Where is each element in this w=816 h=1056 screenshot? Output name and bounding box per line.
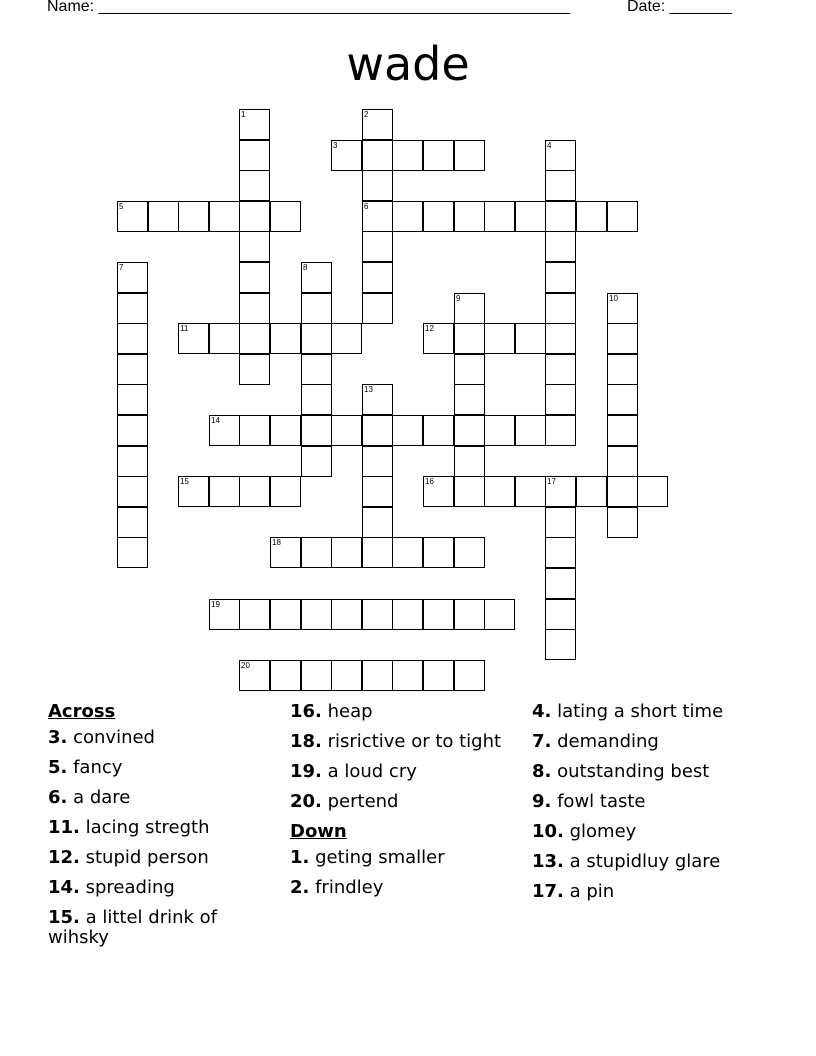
clue-down-2 (290, 878, 520, 898)
grid-cell[interactable] (484, 476, 515, 507)
grid-cell[interactable] (515, 201, 546, 232)
grid-cell[interactable] (301, 262, 332, 293)
grid-cell[interactable] (392, 415, 423, 446)
clue-across-19 (290, 762, 520, 782)
grid-cell[interactable] (209, 476, 240, 507)
grid-cell[interactable] (178, 476, 209, 507)
grid-cell[interactable] (545, 201, 576, 232)
grid-cell[interactable] (454, 446, 485, 477)
grid-cell[interactable] (209, 415, 240, 446)
cell-number: 9 (456, 294, 461, 303)
grid-cell[interactable] (331, 599, 362, 630)
cell-number: 3 (333, 141, 338, 150)
grid-cell[interactable] (576, 476, 607, 507)
clue-number: 7. (532, 731, 552, 752)
clue-text: spreading (79, 877, 175, 898)
clue-text: risrictive or to tight (321, 731, 502, 752)
clue-number: 3. (48, 727, 68, 748)
clue-number: 5. (48, 757, 68, 778)
grid-cell[interactable] (545, 354, 576, 385)
grid-cell[interactable] (454, 323, 485, 354)
clue-text: lating a short time (551, 701, 724, 722)
grid-cell[interactable] (484, 599, 515, 630)
grid-cell[interactable] (331, 660, 362, 691)
clue-text: a littel drink of wihsky (48, 907, 218, 948)
clue-text: a stupidluy glare (563, 851, 721, 872)
clue-number: 15. (48, 907, 80, 928)
grid-cell[interactable] (515, 323, 546, 354)
grid-cell[interactable] (239, 170, 270, 201)
grid-cell[interactable] (545, 323, 576, 354)
grid-cell[interactable] (270, 660, 301, 691)
grid-cell[interactable] (392, 201, 423, 232)
clue-down-8 (532, 762, 752, 782)
clue-across-20 (290, 792, 520, 812)
grid-cell[interactable] (331, 415, 362, 446)
clue-across-11 (48, 818, 278, 838)
name-field-label: Name: _____________________________________________________ (47, 0, 571, 15)
grid-cell[interactable] (392, 140, 423, 171)
clue-down-13 (532, 852, 752, 872)
clue-number: 19. (290, 761, 322, 782)
grid-cell[interactable] (209, 599, 240, 630)
grid-cell[interactable] (270, 415, 301, 446)
grid-cell[interactable] (454, 476, 485, 507)
grid-cell[interactable] (484, 415, 515, 446)
grid-cell[interactable] (117, 384, 148, 415)
grid-cell[interactable] (454, 660, 485, 691)
grid-cell[interactable] (239, 599, 270, 630)
grid-cell[interactable] (362, 446, 393, 477)
grid-cell[interactable] (239, 293, 270, 324)
clue-text: outstanding best (551, 761, 710, 782)
grid-cell[interactable] (301, 384, 332, 415)
grid-cell[interactable] (362, 415, 393, 446)
grid-cell[interactable] (423, 537, 454, 568)
grid-cell[interactable] (607, 323, 638, 354)
grid-cell[interactable] (515, 415, 546, 446)
grid-cell[interactable] (301, 415, 332, 446)
grid-cell[interactable] (117, 201, 148, 232)
grid-cell[interactable] (454, 537, 485, 568)
grid-cell[interactable] (362, 660, 393, 691)
grid-cell[interactable] (239, 140, 270, 171)
clue-text: glomey (563, 821, 637, 842)
grid-cell[interactable] (117, 415, 148, 446)
grid-cell[interactable] (545, 170, 576, 201)
clue-text: geting smaller (309, 847, 445, 868)
grid-cell[interactable] (362, 170, 393, 201)
grid-cell[interactable] (515, 476, 546, 507)
clue-number: 20. (290, 791, 322, 812)
grid-cell[interactable] (301, 660, 332, 691)
clue-text: pertend (321, 791, 399, 812)
cell-number: 11 (180, 324, 189, 333)
grid-cell[interactable] (239, 323, 270, 354)
grid-cell[interactable] (362, 476, 393, 507)
cell-number: 1 (241, 110, 246, 119)
cell-number: 6 (364, 202, 369, 211)
grid-cell[interactable] (423, 323, 454, 354)
clue-number: 17. (532, 881, 564, 902)
clue-number: 14. (48, 877, 80, 898)
clue-across-18 (290, 732, 520, 752)
clue-down-7 (532, 732, 752, 752)
cell-number: 13 (364, 385, 373, 394)
grid-cell[interactable] (362, 231, 393, 262)
cell-number: 18 (272, 538, 281, 547)
clue-across-3 (48, 728, 278, 748)
cell-number: 12 (425, 324, 434, 333)
grid-cell[interactable] (117, 293, 148, 324)
grid-cell[interactable] (362, 384, 393, 415)
cell-number: 2 (364, 110, 369, 119)
grid-cell[interactable] (607, 201, 638, 232)
grid-cell[interactable] (362, 537, 393, 568)
grid-cell[interactable] (178, 323, 209, 354)
clue-number: 4. (532, 701, 552, 722)
grid-cell[interactable] (239, 415, 270, 446)
grid-cell[interactable] (239, 201, 270, 232)
down-heading: Down (290, 821, 347, 842)
grid-cell[interactable] (454, 201, 485, 232)
grid-cell[interactable] (392, 537, 423, 568)
grid-cell[interactable] (117, 262, 148, 293)
grid-cell[interactable] (301, 354, 332, 385)
clue-column-1 (48, 702, 278, 958)
clue-down-17 (532, 882, 752, 902)
grid-cell[interactable] (301, 446, 332, 477)
clue-text: frindley (309, 877, 384, 898)
clue-text: stupid person (79, 847, 209, 868)
clue-text: demanding (551, 731, 659, 752)
clue-across-6 (48, 788, 278, 808)
grid-cell[interactable] (454, 293, 485, 324)
grid-cell[interactable] (454, 415, 485, 446)
grid-cell[interactable] (239, 354, 270, 385)
grid-cell[interactable] (239, 109, 270, 140)
cell-number: 10 (609, 294, 618, 303)
grid-cell[interactable] (331, 140, 362, 171)
clue-text: a dare (67, 787, 131, 808)
grid-cell[interactable] (484, 201, 515, 232)
grid-cell[interactable] (454, 140, 485, 171)
clue-down-4 (532, 702, 752, 722)
grid-cell[interactable] (239, 231, 270, 262)
grid-cell[interactable] (178, 201, 209, 232)
clue-down-10 (532, 822, 752, 842)
grid-cell[interactable] (301, 537, 332, 568)
grid-cell[interactable] (423, 599, 454, 630)
grid-cell[interactable] (454, 599, 485, 630)
clue-number: 10. (532, 821, 564, 842)
clue-number: 13. (532, 851, 564, 872)
clue-number: 6. (48, 787, 68, 808)
clue-number: 12. (48, 847, 80, 868)
grid-cell[interactable] (301, 599, 332, 630)
cell-number: 14 (211, 416, 220, 425)
grid-cell[interactable] (454, 354, 485, 385)
grid-cell[interactable] (607, 415, 638, 446)
grid-cell[interactable] (607, 384, 638, 415)
grid-cell[interactable] (362, 507, 393, 538)
clue-text: convined (67, 727, 155, 748)
clue-text: fancy (67, 757, 123, 778)
grid-cell[interactable] (637, 476, 668, 507)
grid-cell[interactable] (545, 140, 576, 171)
grid-cell[interactable] (576, 201, 607, 232)
grid-cell[interactable] (117, 476, 148, 507)
puzzle-title: wade (346, 37, 470, 91)
cell-number: 20 (241, 661, 250, 670)
grid-cell[interactable] (545, 507, 576, 538)
grid-cell[interactable] (331, 537, 362, 568)
grid-cell[interactable] (423, 140, 454, 171)
grid-cell[interactable] (484, 323, 515, 354)
grid-cell[interactable] (362, 201, 393, 232)
grid-cell[interactable] (545, 537, 576, 568)
clue-column-3 (532, 702, 752, 912)
clue-number: 16. (290, 701, 322, 722)
clue-number: 2. (290, 877, 310, 898)
grid-cell[interactable] (392, 660, 423, 691)
clue-text: lacing stregth (79, 817, 210, 838)
clue-across-12 (48, 848, 278, 868)
grid-cell[interactable] (545, 262, 576, 293)
clue-number: 8. (532, 761, 552, 782)
clue-across-16 (290, 702, 520, 722)
clue-across-15 (48, 908, 278, 948)
cell-number: 16 (425, 477, 434, 486)
clue-number: 1. (290, 847, 310, 868)
clue-text: fowl taste (551, 791, 646, 812)
grid-cell[interactable] (117, 446, 148, 477)
grid-cell[interactable] (209, 201, 240, 232)
grid-cell[interactable] (117, 507, 148, 538)
grid-cell[interactable] (270, 201, 301, 232)
grid-cell[interactable] (607, 476, 638, 507)
grid-cell[interactable] (362, 293, 393, 324)
grid-cell[interactable] (545, 293, 576, 324)
clue-text: heap (321, 701, 373, 722)
grid-cell[interactable] (209, 323, 240, 354)
grid-cell[interactable] (607, 507, 638, 538)
grid-cell[interactable] (117, 323, 148, 354)
grid-cell[interactable] (270, 537, 301, 568)
grid-cell[interactable] (423, 201, 454, 232)
grid-cell[interactable] (423, 415, 454, 446)
clue-column-2 (290, 702, 520, 908)
grid-cell[interactable] (545, 384, 576, 415)
grid-cell[interactable] (117, 537, 148, 568)
grid-cell[interactable] (545, 568, 576, 599)
cell-number: 5 (119, 202, 124, 211)
cell-number: 4 (547, 141, 552, 150)
grid-cell[interactable] (148, 201, 179, 232)
cell-number: 7 (119, 263, 124, 272)
grid-cell[interactable] (270, 476, 301, 507)
cell-number: 17 (547, 477, 556, 486)
date-field-label: Date: _______ (627, 0, 732, 15)
clue-number: 18. (290, 731, 322, 752)
grid-cell[interactable] (331, 323, 362, 354)
grid-cell[interactable] (362, 140, 393, 171)
clue-number: 9. (532, 791, 552, 812)
cell-number: 15 (180, 477, 189, 486)
grid-cell[interactable] (270, 599, 301, 630)
clue-number: 11. (48, 817, 80, 838)
grid-cell[interactable] (270, 323, 301, 354)
grid-cell[interactable] (545, 476, 576, 507)
grid-cell[interactable] (607, 293, 638, 324)
grid-cell[interactable] (301, 323, 332, 354)
clue-across-5 (48, 758, 278, 778)
grid-cell[interactable] (239, 476, 270, 507)
across-heading: Across (48, 701, 116, 722)
grid-cell[interactable] (545, 231, 576, 262)
grid-cell[interactable] (239, 660, 270, 691)
cell-number: 8 (303, 263, 308, 272)
grid-cell[interactable] (362, 109, 393, 140)
grid-cell[interactable] (362, 599, 393, 630)
grid-cell[interactable] (423, 660, 454, 691)
cell-number: 19 (211, 600, 220, 609)
grid-cell[interactable] (607, 354, 638, 385)
clue-across-14 (48, 878, 278, 898)
clue-down-1 (290, 848, 520, 868)
grid-cell[interactable] (545, 599, 576, 630)
grid-cell[interactable] (392, 599, 423, 630)
grid-cell[interactable] (117, 354, 148, 385)
grid-cell[interactable] (454, 384, 485, 415)
grid-cell[interactable] (607, 446, 638, 477)
grid-cell[interactable] (362, 262, 393, 293)
clue-text: a loud cry (321, 761, 417, 782)
clue-text: a pin (563, 881, 615, 902)
grid-cell[interactable] (545, 629, 576, 660)
grid-cell[interactable] (545, 415, 576, 446)
grid-cell[interactable] (239, 262, 270, 293)
grid-cell[interactable] (301, 293, 332, 324)
clue-down-9 (532, 792, 752, 812)
grid-cell[interactable] (423, 476, 454, 507)
